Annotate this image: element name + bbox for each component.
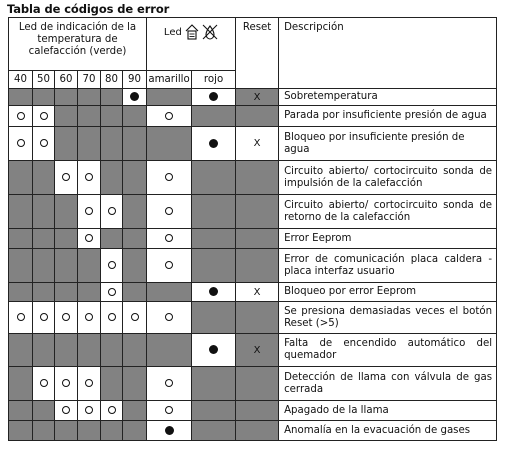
amarillo-led-dot-icon	[165, 426, 174, 435]
error-rows	[9, 89, 497, 441]
no-flame-icon	[202, 24, 218, 40]
amarillo-led-cell	[147, 161, 192, 195]
temp-led-cell	[101, 89, 123, 106]
rojo-led-dot-icon	[209, 139, 218, 148]
led-80-ring-icon	[108, 406, 116, 414]
rojo-led-cell	[192, 106, 236, 127]
temp-led-cell	[123, 302, 147, 334]
temp-led-cell	[33, 127, 55, 161]
temp-led-cell	[9, 106, 33, 127]
reset-cell	[236, 161, 279, 195]
temp-led-cell	[78, 283, 101, 302]
temp-led-cell	[78, 367, 101, 401]
temp-led-cell	[55, 283, 78, 302]
rojo-led-cell	[192, 161, 236, 195]
led-80-ring-icon	[108, 261, 116, 269]
temp-led-cell	[123, 283, 147, 302]
led-heating-header	[9, 18, 147, 71]
description-cell: Anomalía en la evacuación de gases	[279, 421, 497, 441]
temp-led-cell	[9, 334, 33, 367]
amarillo-led-cell	[147, 229, 192, 249]
color-col-header-amarillo: amarillo	[147, 71, 192, 89]
table-row	[9, 367, 497, 401]
amarillo-led-cell	[147, 249, 192, 283]
temp-led-cell	[78, 421, 101, 441]
reset-cell: X	[236, 89, 279, 106]
amarillo-led-cell	[147, 106, 192, 127]
rojo-led-cell	[192, 127, 236, 161]
temp-led-cell	[123, 334, 147, 367]
temp-led-cell	[33, 249, 55, 283]
table-row	[9, 283, 497, 302]
led-50-ring-icon	[40, 112, 48, 120]
reset-cell	[236, 229, 279, 249]
temp-led-cell	[123, 89, 147, 106]
reset-cell	[236, 401, 279, 421]
led-50-ring-icon	[40, 313, 48, 321]
description-cell: Error de comunicación placa caldera - placa interfaz usuario	[279, 249, 497, 283]
temp-led-cell	[33, 421, 55, 441]
temp-led-cell	[123, 127, 147, 161]
led-60-ring-icon	[62, 406, 70, 414]
rojo-led-cell	[192, 421, 236, 441]
temp-led-cell	[101, 229, 123, 249]
temp-led-cell	[33, 401, 55, 421]
temp-led-cell	[123, 161, 147, 195]
temp-led-cell	[123, 401, 147, 421]
reset-cell	[236, 249, 279, 283]
temp-col-header: 80	[101, 71, 123, 89]
temp-led-cell	[101, 283, 123, 302]
temp-led-cell	[123, 367, 147, 401]
temp-led-cell	[33, 106, 55, 127]
rojo-led-cell	[192, 334, 236, 367]
temp-led-cell	[55, 421, 78, 441]
temp-led-cell	[55, 195, 78, 229]
temp-led-cell	[55, 249, 78, 283]
temp-led-cell	[78, 229, 101, 249]
temp-led-cell	[101, 249, 123, 283]
amarillo-led-ring-icon	[165, 173, 173, 181]
temp-led-cell	[78, 334, 101, 367]
temp-led-cell	[101, 195, 123, 229]
description-cell: Detección de llama con válvula de gas cerrada	[279, 367, 497, 401]
amarillo-led-cell	[147, 401, 192, 421]
led-label: Led	[163, 27, 182, 38]
rojo-led-cell	[192, 401, 236, 421]
led-70-ring-icon	[85, 313, 93, 321]
table-row	[9, 195, 497, 229]
reset-header: Reset	[236, 18, 279, 89]
house-icon	[185, 24, 199, 40]
description-cell: Circuito abierto/ cortocircuito sonda de retorno de la calefacción	[279, 195, 497, 229]
led-70-ring-icon	[85, 173, 93, 181]
amarillo-led-ring-icon	[165, 112, 173, 120]
description-cell: Se presiona demasiadas veces el botón Reset (>5)	[279, 302, 497, 334]
temp-led-cell	[55, 106, 78, 127]
rojo-led-cell	[192, 229, 236, 249]
temp-led-cell	[123, 421, 147, 441]
temp-led-cell	[101, 127, 123, 161]
led-80-ring-icon	[108, 207, 116, 215]
temp-led-cell	[123, 229, 147, 249]
led-50-ring-icon	[40, 139, 48, 147]
rojo-led-cell	[192, 302, 236, 334]
temp-led-cell	[78, 401, 101, 421]
temp-led-cell	[33, 302, 55, 334]
temp-led-cell	[9, 283, 33, 302]
led-70-ring-icon	[85, 406, 93, 414]
color-col-header-rojo: rojo	[192, 71, 236, 89]
temp-led-cell	[78, 89, 101, 106]
temp-led-cell	[55, 367, 78, 401]
table-row	[9, 106, 497, 127]
led-90-dot-icon	[130, 92, 139, 101]
description-cell: Circuito abierto/ cortocircuito sonda de impulsión de la calefacción	[279, 161, 497, 195]
temp-led-cell	[78, 127, 101, 161]
table-row	[9, 249, 497, 283]
temp-led-cell	[9, 195, 33, 229]
reset-cell	[236, 367, 279, 401]
amarillo-led-ring-icon	[165, 234, 173, 242]
temp-led-cell	[55, 401, 78, 421]
description-cell: Error Eeprom	[279, 229, 497, 249]
temp-led-cell	[78, 106, 101, 127]
temp-led-cell	[33, 161, 55, 195]
amarillo-led-cell	[147, 302, 192, 334]
temp-led-cell	[101, 106, 123, 127]
temp-led-cell	[33, 283, 55, 302]
description-cell: Parada por insuficiente presión de agua	[279, 106, 497, 127]
reset-cell	[236, 195, 279, 229]
led-60-ring-icon	[62, 379, 70, 387]
description-cell: Apagado de la llama	[279, 401, 497, 421]
rojo-led-cell	[192, 249, 236, 283]
temp-led-cell	[101, 334, 123, 367]
rojo-led-cell	[192, 283, 236, 302]
temp-led-cell	[101, 421, 123, 441]
amarillo-led-ring-icon	[165, 313, 173, 321]
temp-led-cell	[78, 161, 101, 195]
temp-led-cell	[9, 302, 33, 334]
temp-led-cell	[33, 195, 55, 229]
rojo-led-dot-icon	[209, 345, 218, 354]
temp-led-cell	[9, 249, 33, 283]
led-heating-label: Led de indicación de la temperatura de calefacción (verde)	[18, 22, 137, 57]
led-header	[147, 18, 236, 71]
description-header: Descripción	[279, 18, 497, 89]
description-cell: Bloqueo por insuficiente presión de agua	[279, 127, 497, 161]
led-40-ring-icon	[17, 112, 25, 120]
reset-cell	[236, 106, 279, 127]
temp-col-header: 60	[55, 71, 78, 89]
amarillo-led-cell	[147, 283, 192, 302]
led-40-ring-icon	[17, 313, 25, 321]
led-80-ring-icon	[108, 313, 116, 321]
temp-led-cell	[9, 367, 33, 401]
temp-led-cell	[55, 161, 78, 195]
temp-led-cell	[9, 229, 33, 249]
amarillo-led-ring-icon	[165, 406, 173, 414]
led-50-ring-icon	[40, 379, 48, 387]
temp-led-cell	[33, 89, 55, 106]
amarillo-led-ring-icon	[165, 261, 173, 269]
rojo-led-dot-icon	[209, 92, 218, 101]
temp-col-header: 90	[123, 71, 147, 89]
amarillo-led-cell	[147, 367, 192, 401]
temp-led-cell	[55, 302, 78, 334]
led-90-ring-icon	[131, 313, 139, 321]
led-40-ring-icon	[17, 139, 25, 147]
temp-led-cell	[55, 334, 78, 367]
table-row	[9, 229, 497, 249]
rojo-led-cell	[192, 367, 236, 401]
reset-cell	[236, 302, 279, 334]
led-70-ring-icon	[85, 379, 93, 387]
led-70-ring-icon	[85, 207, 93, 215]
temp-led-cell	[101, 367, 123, 401]
table-row	[9, 421, 497, 441]
table-row	[9, 334, 497, 367]
amarillo-led-cell	[147, 421, 192, 441]
description-cell: Falta de encendido automático del quemador	[279, 334, 497, 367]
temp-led-cell	[101, 401, 123, 421]
temp-led-cell	[55, 127, 78, 161]
table-row	[9, 161, 497, 195]
temp-led-cell	[9, 401, 33, 421]
temp-led-cell	[78, 195, 101, 229]
temp-led-cell	[33, 334, 55, 367]
rojo-led-dot-icon	[209, 287, 218, 296]
led-70-ring-icon	[85, 234, 93, 242]
temp-led-cell	[9, 161, 33, 195]
temp-led-cell	[123, 249, 147, 283]
table-title: Tabla de códigos de error	[7, 2, 170, 16]
temp-led-cell	[9, 89, 33, 106]
rojo-led-cell	[192, 89, 236, 106]
reset-cell	[236, 421, 279, 441]
temp-led-cell	[33, 229, 55, 249]
led-80-ring-icon	[108, 288, 116, 296]
temp-led-cell	[101, 161, 123, 195]
temp-col-header: 40	[9, 71, 33, 89]
led-60-ring-icon	[62, 313, 70, 321]
rojo-led-cell	[192, 195, 236, 229]
temp-col-header: 70	[78, 71, 101, 89]
reset-cell: X	[236, 283, 279, 302]
table-row	[9, 401, 497, 421]
temp-led-cell	[55, 229, 78, 249]
temp-led-cell	[123, 195, 147, 229]
temp-led-cell	[55, 89, 78, 106]
reset-cell: X	[236, 127, 279, 161]
temp-col-header: 50	[33, 71, 55, 89]
amarillo-led-cell	[147, 195, 192, 229]
amarillo-led-cell	[147, 89, 192, 106]
table-row	[9, 127, 497, 161]
temp-led-cell	[101, 302, 123, 334]
led-60-ring-icon	[62, 173, 70, 181]
temp-led-cell	[123, 106, 147, 127]
temp-led-cell	[9, 421, 33, 441]
description-cell: Bloqueo por error Eeprom	[279, 283, 497, 302]
reset-cell: X	[236, 334, 279, 367]
temp-led-cell	[78, 302, 101, 334]
temp-led-cell	[33, 367, 55, 401]
temp-led-cell	[9, 127, 33, 161]
description-cell: Sobretemperatura	[279, 89, 497, 106]
amarillo-led-cell	[147, 127, 192, 161]
table-row	[9, 89, 497, 106]
amarillo-led-ring-icon	[165, 379, 173, 387]
temp-led-cell	[78, 249, 101, 283]
error-code-table	[8, 17, 497, 441]
table-row	[9, 302, 497, 334]
amarillo-led-cell	[147, 334, 192, 367]
amarillo-led-ring-icon	[165, 207, 173, 215]
